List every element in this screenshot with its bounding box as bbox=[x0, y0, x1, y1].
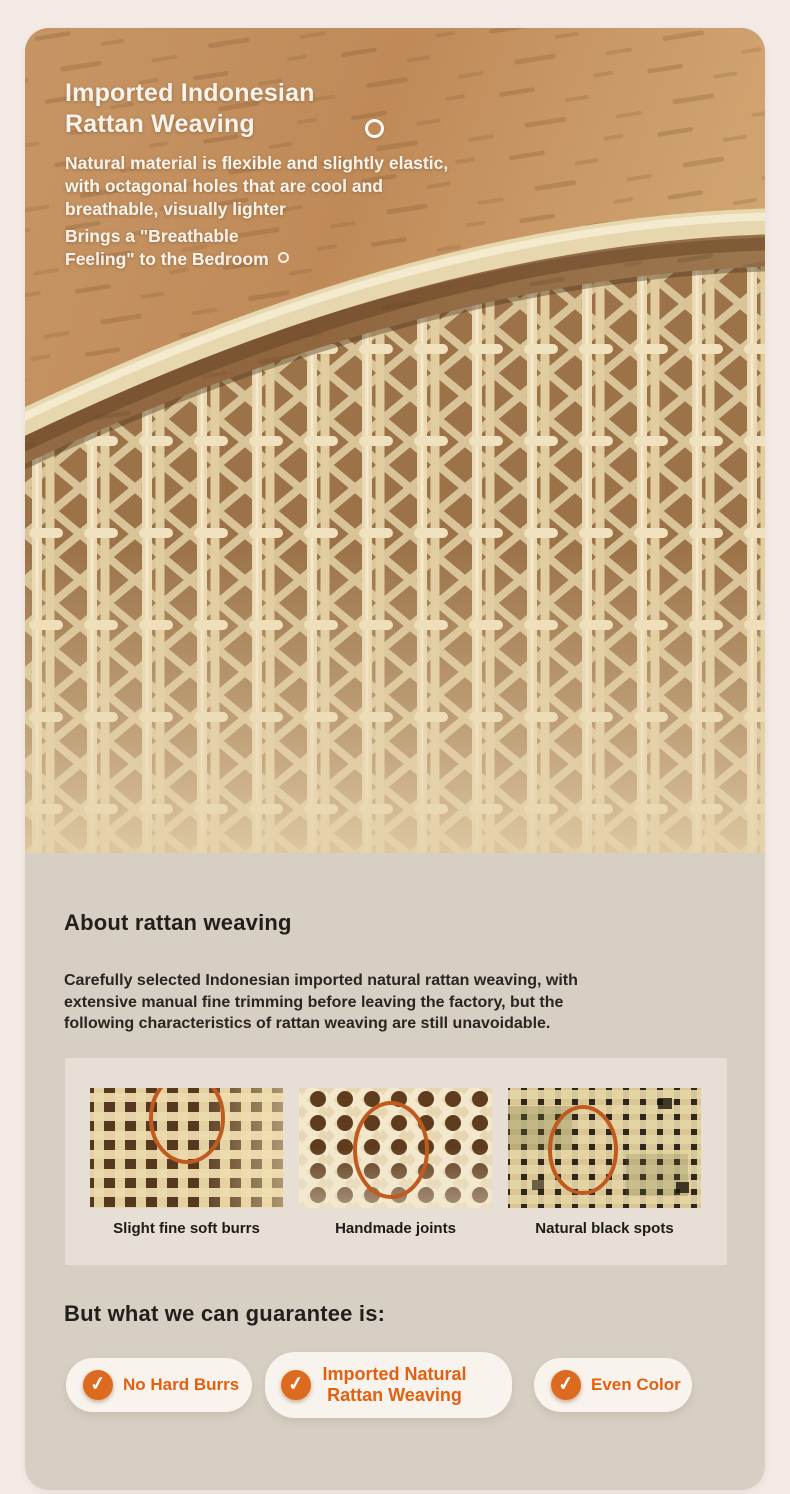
feature-card-joints bbox=[299, 1088, 492, 1237]
guarantee-badge-imported-rattan bbox=[265, 1352, 512, 1418]
about-paragraph: Carefully selected Indonesian imported natural rattan weaving, with extensive manual fine trimming before leaving the factory, but the following characteristics of rattan weaving are still unavoidable. bbox=[64, 972, 578, 1032]
guarantee-badges bbox=[66, 1352, 692, 1418]
product-detail-card bbox=[25, 28, 765, 1490]
hero-text-block bbox=[65, 78, 448, 271]
feature-figures-row bbox=[90, 1088, 701, 1237]
guarantee-badge-label: No Hard Burrs bbox=[123, 1375, 240, 1394]
feature-caption: Natural black spots bbox=[535, 1220, 674, 1237]
feature-photo-burrs bbox=[90, 1088, 283, 1208]
guarantee-badge-label: Even Color bbox=[591, 1375, 681, 1394]
features-panel bbox=[65, 1058, 727, 1265]
degree-mark-icon bbox=[278, 252, 289, 263]
guarantee-badge-label: Imported Natural Rattan Weaving bbox=[322, 1364, 467, 1405]
feature-photo-joints bbox=[299, 1088, 492, 1208]
about-heading: About rattan weaving bbox=[64, 910, 292, 935]
feature-photo-spots bbox=[508, 1088, 701, 1208]
hero-title bbox=[65, 78, 448, 140]
feature-caption: Handmade joints bbox=[335, 1220, 456, 1237]
feature-card-spots bbox=[508, 1088, 701, 1237]
guarantee-badge-no-hard-burrs bbox=[66, 1358, 252, 1412]
info-section bbox=[25, 853, 765, 1490]
hero-description: Natural material is flexible and slightly elastic, with octagonal holes that are cool and breathable, visually lighter bbox=[65, 153, 449, 219]
check-icon: ✓ bbox=[281, 1370, 311, 1400]
guarantee-badge-even-color bbox=[534, 1358, 692, 1412]
check-icon: ✓ bbox=[551, 1370, 581, 1400]
hero-tagline: Brings a "Breathable Feeling" to the Bedroom bbox=[65, 225, 448, 271]
check-icon: ✓ bbox=[83, 1370, 113, 1400]
hero-title-line1: Imported Indonesian bbox=[65, 79, 315, 107]
feature-card-burrs bbox=[90, 1088, 283, 1237]
hero-section bbox=[25, 28, 765, 853]
guarantee-heading: But what we can guarantee is: bbox=[64, 1301, 386, 1326]
hero-title-line2: Rattan Weaving bbox=[65, 110, 255, 138]
feature-caption: Slight fine soft burrs bbox=[113, 1220, 260, 1237]
